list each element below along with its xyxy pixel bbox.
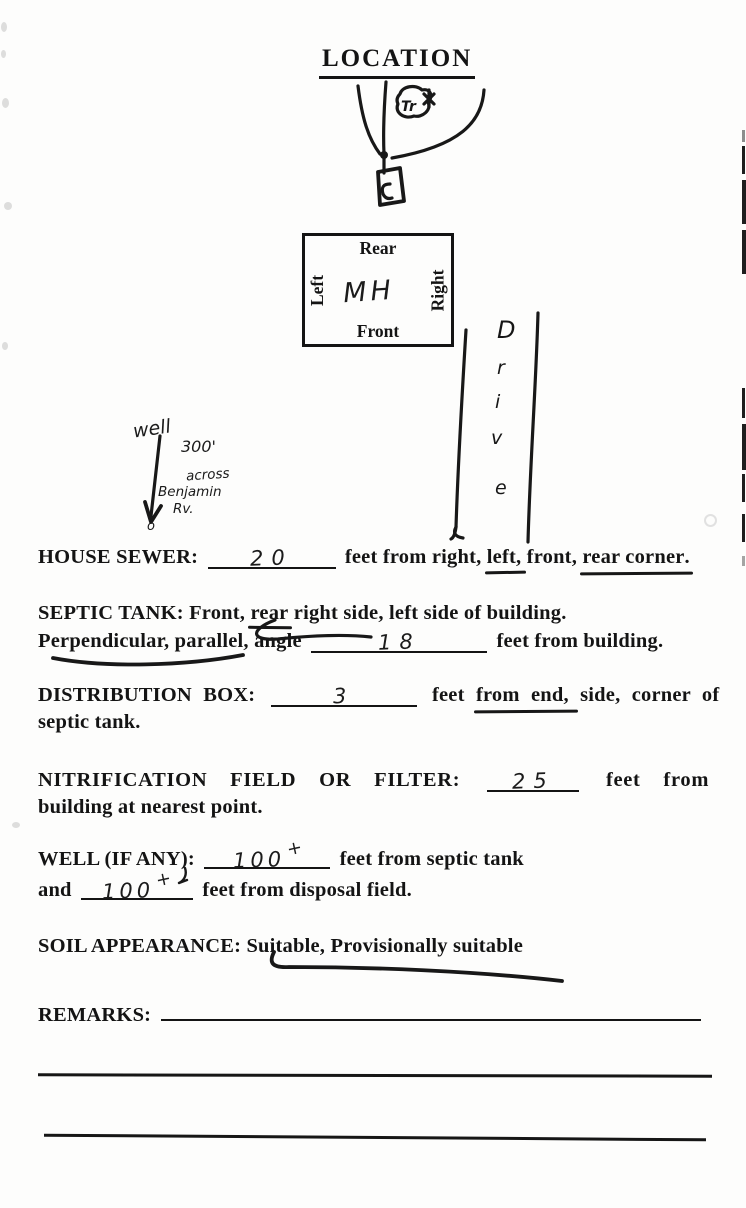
- soil-appearance-label: SOIL APPEARANCE:: [38, 935, 242, 957]
- septic-tank-line1: [38, 600, 728, 627]
- box-left-label: Left: [307, 274, 328, 306]
- distribution-box-from-end-choice: from end,: [475, 684, 569, 706]
- septic-tank-front-option: Front,: [189, 602, 246, 624]
- nitrification-handwritten-value: 25: [511, 768, 555, 794]
- scan-edge-dash: [742, 146, 745, 174]
- scan-edge-dash: [742, 180, 746, 224]
- septic-tank-text-a: right side, left side of building.: [293, 602, 567, 624]
- building-orientation-box: [302, 233, 454, 347]
- remarks-section: [38, 995, 728, 1029]
- sketch-middle-path-line: [384, 82, 386, 154]
- house-sewer-label: HOUSE SEWER:: [38, 546, 199, 568]
- remarks-ruled-line-3: [44, 1134, 706, 1142]
- well-note-word: well: [131, 415, 173, 443]
- septic-tank-perpendicular-choice: Perpendicular,: [38, 630, 170, 652]
- scan-edge-dash: [742, 514, 745, 542]
- perpendicular-underline-stroke: [53, 655, 243, 664]
- scan-smudge: [12, 822, 20, 828]
- well-plus-mark2: +: [154, 867, 174, 892]
- driveway-left-hook: [455, 527, 463, 538]
- well-arrow-shaft: [151, 436, 160, 516]
- distribution-box-value-field: [271, 681, 417, 707]
- soil-suitable-option: Suitable,: [246, 935, 326, 957]
- scan-edge-dash: [742, 556, 745, 566]
- house-sewer-period: .: [684, 546, 690, 568]
- manhole-handwritten-note: MH: [342, 274, 397, 310]
- drive-letter-i: i: [495, 391, 501, 413]
- scan-edge-dash: [742, 130, 745, 142]
- scan-smudge: [4, 202, 12, 210]
- tree-mark-label: Tr: [401, 99, 416, 115]
- well-river-abbrev-note: Rv.: [173, 501, 194, 517]
- house-sewer-text-a: feet from right,: [344, 546, 482, 568]
- drive-letter-d: D: [497, 316, 516, 344]
- scan-smudge: [1, 50, 6, 58]
- location-sketch-drawing: [338, 74, 503, 219]
- drive-letter-e: e: [495, 477, 507, 499]
- well-across-note: across: [185, 465, 231, 485]
- scan-smudge-ring: [704, 514, 717, 527]
- scan-edge-dash: [742, 474, 745, 502]
- remarks-ruled-line-2: [38, 1073, 712, 1077]
- perpendicular-underline-hand-mark: [45, 650, 255, 672]
- drive-letter-r: r: [497, 357, 505, 379]
- house-sewer-section: [38, 543, 728, 571]
- drive-letter-v: v: [491, 427, 503, 449]
- house-sewer-value-field: [208, 543, 336, 569]
- well-plus-hook-stroke: [179, 868, 187, 883]
- house-sewer-text-b: front,: [526, 546, 578, 568]
- angle-circling-hand-mark: [245, 616, 380, 650]
- soil-underline-stroke: [272, 952, 562, 981]
- house-sewer-handwritten-value: 20: [249, 545, 294, 571]
- house-sewer-left-choice: left,: [486, 546, 522, 568]
- driveway-right-line: [528, 313, 538, 542]
- remarks-blank-line: [161, 995, 701, 1021]
- tree-star-mark: [424, 90, 434, 107]
- box-front-label: Front: [356, 321, 400, 341]
- page-title: LOCATION: [319, 45, 475, 79]
- well-text-b: feet from disposal field.: [202, 879, 412, 901]
- distribution-box-handwritten-value: 3: [332, 683, 355, 709]
- septic-tank-handwritten-value: 18: [377, 629, 421, 655]
- nitrification-value-field: [487, 766, 579, 792]
- angle-swoosh-stroke: [257, 620, 371, 639]
- well-benjamin-note: Benjamin: [158, 484, 222, 500]
- scan-smudge: [1, 22, 7, 32]
- septic-tank-angle-option: angle: [254, 630, 302, 652]
- well-label: WELL (IF ANY):: [38, 848, 195, 870]
- septic-tank-text-b: feet from building.: [496, 630, 664, 652]
- septic-tank-label: SEPTIC TANK:: [38, 602, 184, 624]
- well-arrow-icon: [140, 430, 170, 530]
- scan-edge-dash: [742, 230, 746, 274]
- distribution-box-text-a: feet: [431, 684, 465, 706]
- scan-edge-dash: [742, 388, 745, 418]
- well-handwritten-value1: 100: [232, 847, 286, 873]
- distribution-box-line1: [38, 681, 728, 709]
- well-dot-mark: o: [147, 519, 155, 534]
- box-rear-label: Rear: [359, 238, 397, 258]
- well-plus-mark1: +: [284, 836, 304, 861]
- box-left-side: [307, 236, 329, 344]
- distribution-box-text-b: side, corner of: [580, 684, 720, 706]
- remarks-label: REMARKS:: [38, 1004, 152, 1026]
- scan-smudge: [2, 342, 8, 350]
- well-line2: [38, 867, 728, 905]
- distribution-box-section: [38, 681, 728, 736]
- well-text-a: feet from septic tank: [339, 848, 524, 870]
- soil-provisionally-suitable-choice: Provisionally suitable: [330, 935, 524, 957]
- septic-tank-rear-choice: rear: [250, 602, 289, 624]
- well-section: [38, 836, 728, 905]
- nitrification-line1: [38, 766, 728, 794]
- scan-smudge: [2, 98, 9, 108]
- well-plus-hook-mark: [175, 866, 191, 888]
- house-sewer-rear-corner-choice: rear corner: [582, 546, 685, 568]
- septic-tank-section: [38, 600, 728, 655]
- septic-tank-parallel-option: parallel,: [174, 630, 249, 652]
- nitrification-text-a: feet from: [605, 769, 710, 791]
- sketch-left-road-line: [358, 86, 380, 154]
- scan-edge-dash: [742, 424, 746, 470]
- nitrification-section: [38, 766, 728, 821]
- box-right-side: [427, 236, 449, 344]
- nitrification-line2: building at nearest point.: [38, 796, 263, 818]
- box-right-label: Right: [427, 269, 448, 311]
- distribution-box-line2: septic tank.: [38, 711, 141, 733]
- nitrification-label: NITRIFICATION FIELD OR FILTER:: [38, 769, 461, 791]
- well-value2-field: [81, 867, 193, 904]
- sketch-house-inner-curl: [382, 184, 392, 199]
- well-line1: [38, 836, 728, 874]
- well-handwritten-value2: 100: [101, 878, 155, 904]
- soil-choice-underline-hand-mark: [262, 950, 572, 986]
- well-and-text: and: [38, 879, 72, 901]
- driveway-left-line: [451, 330, 466, 539]
- well-value1-field: [204, 836, 330, 873]
- well-distance-note: 300': [181, 437, 216, 456]
- distribution-box-label: DISTRIBUTION BOX:: [38, 684, 256, 706]
